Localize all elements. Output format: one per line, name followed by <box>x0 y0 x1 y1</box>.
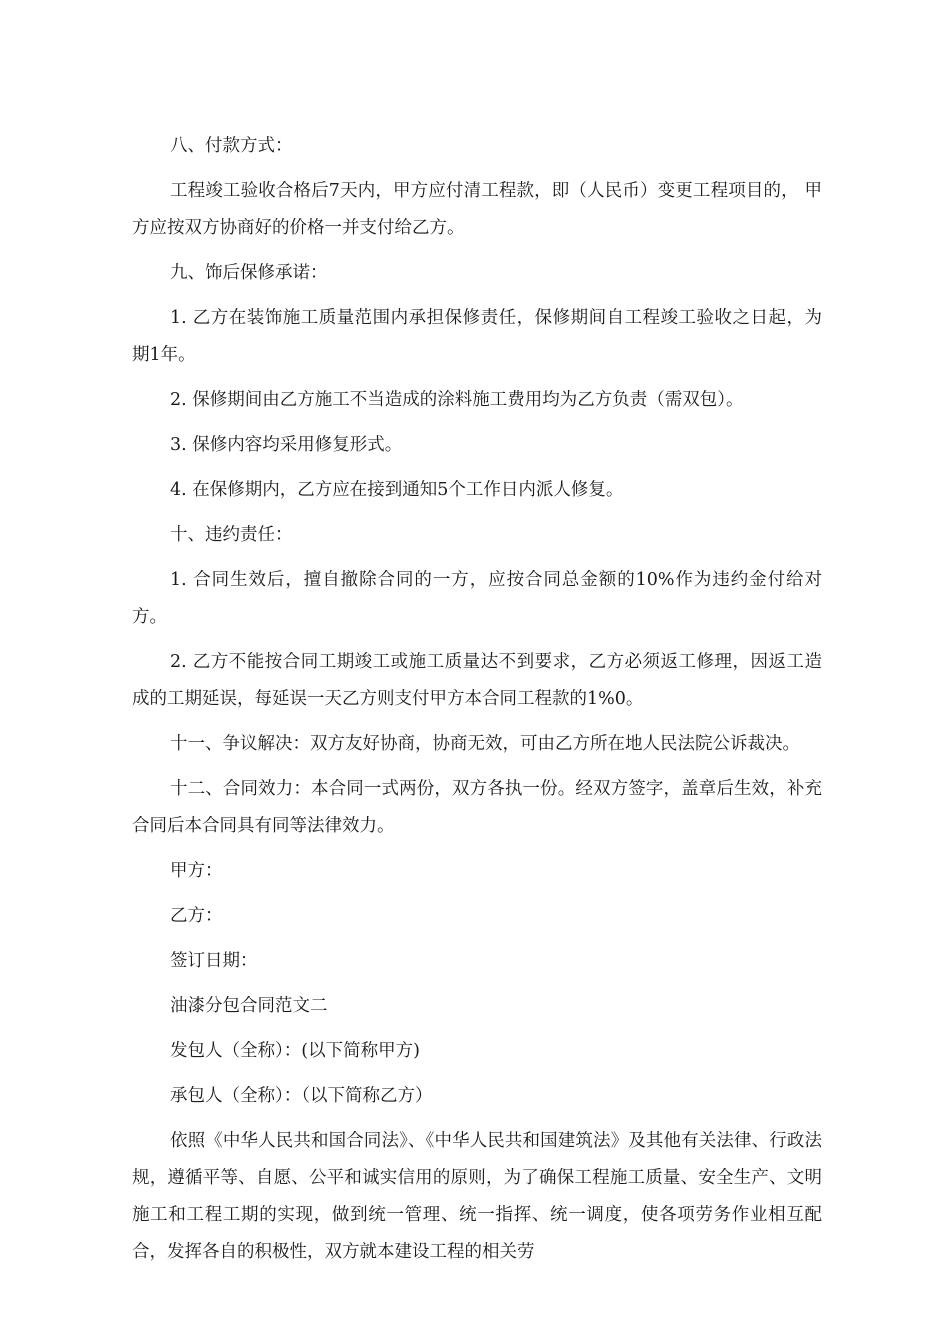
paragraph-dispute: 十一、争议解决：双方友好协商，协商无效，可由乙方所在地人民法院公诉裁决。 <box>170 734 800 754</box>
paragraph-warranty-1: 1. 乙方在装饰施工质量范围内承担保修责任，保修期间自工程竣工验收之日起，为期1年。 <box>132 308 822 365</box>
document-subtitle: 油漆分包合同范文二 <box>170 996 328 1016</box>
signing-date: 签订日期： <box>170 951 258 971</box>
document-page <box>132 128 822 1279</box>
contractor-line: 承包人（全称）：（以下简称乙方） <box>170 1086 433 1106</box>
paragraph-breach-1: 1. 合同生效后，擅自撤除合同的一方，应按合同总金额的10%作为违约金付给对方。 <box>132 570 822 627</box>
paragraph-warranty-4: 4. 在保修期内，乙方应在接到通知5个工作日内派人修复。 <box>170 480 624 500</box>
employer-line: 发包人（全称）：(以下简称甲方) <box>170 1041 420 1061</box>
section-heading-warranty: 九、饰后保修承诺： <box>170 263 328 283</box>
paragraph-payment-terms: 工程竣工验收合格后7天内，甲方应付清工程款，即（人民币）变更工程项目的， 甲方应按双方协商好的价格一并支付给乙方。 <box>132 181 822 238</box>
paragraph-breach-2: 2. 乙方不能按合同工期竣工或施工质量达不到要求，乙方必须返工修理，因返工造成的工期延误，每延误一天乙方则支付甲方本合同工程款的1%0。 <box>132 652 822 709</box>
section-heading-payment: 八、付款方式： <box>170 136 293 156</box>
paragraph-warranty-3: 3. 保修内容均采用修复形式。 <box>170 435 403 455</box>
paragraph-validity: 十二、合同效力：本合同一式两份，双方各执一份。经双方签字，盖章后生效，补充合同后本合同具有同等法律效力。 <box>132 779 822 836</box>
paragraph-preamble: 依照《中华人民共和国合同法》、《中华人民共和国建筑法》及其他有关法律、行政法规，遵循平等、自愿、公平和诚实信用的原则，为了确保工程施工质量、安全生产、文明施工和工程工期的实现，做到统一管理、统一指挥、统一调度，使各项劳务作业相互配合，发挥各自的积极性，双方就本建设工程的相关劳 <box>132 1131 822 1262</box>
signature-party-b: 乙方： <box>170 906 223 926</box>
section-heading-breach: 十、违约责任： <box>170 525 293 545</box>
paragraph-warranty-2: 2. 保修期间由乙方施工不当造成的涂料施工费用均为乙方负责（需双包）。 <box>170 390 744 410</box>
signature-party-a: 甲方： <box>170 861 223 881</box>
